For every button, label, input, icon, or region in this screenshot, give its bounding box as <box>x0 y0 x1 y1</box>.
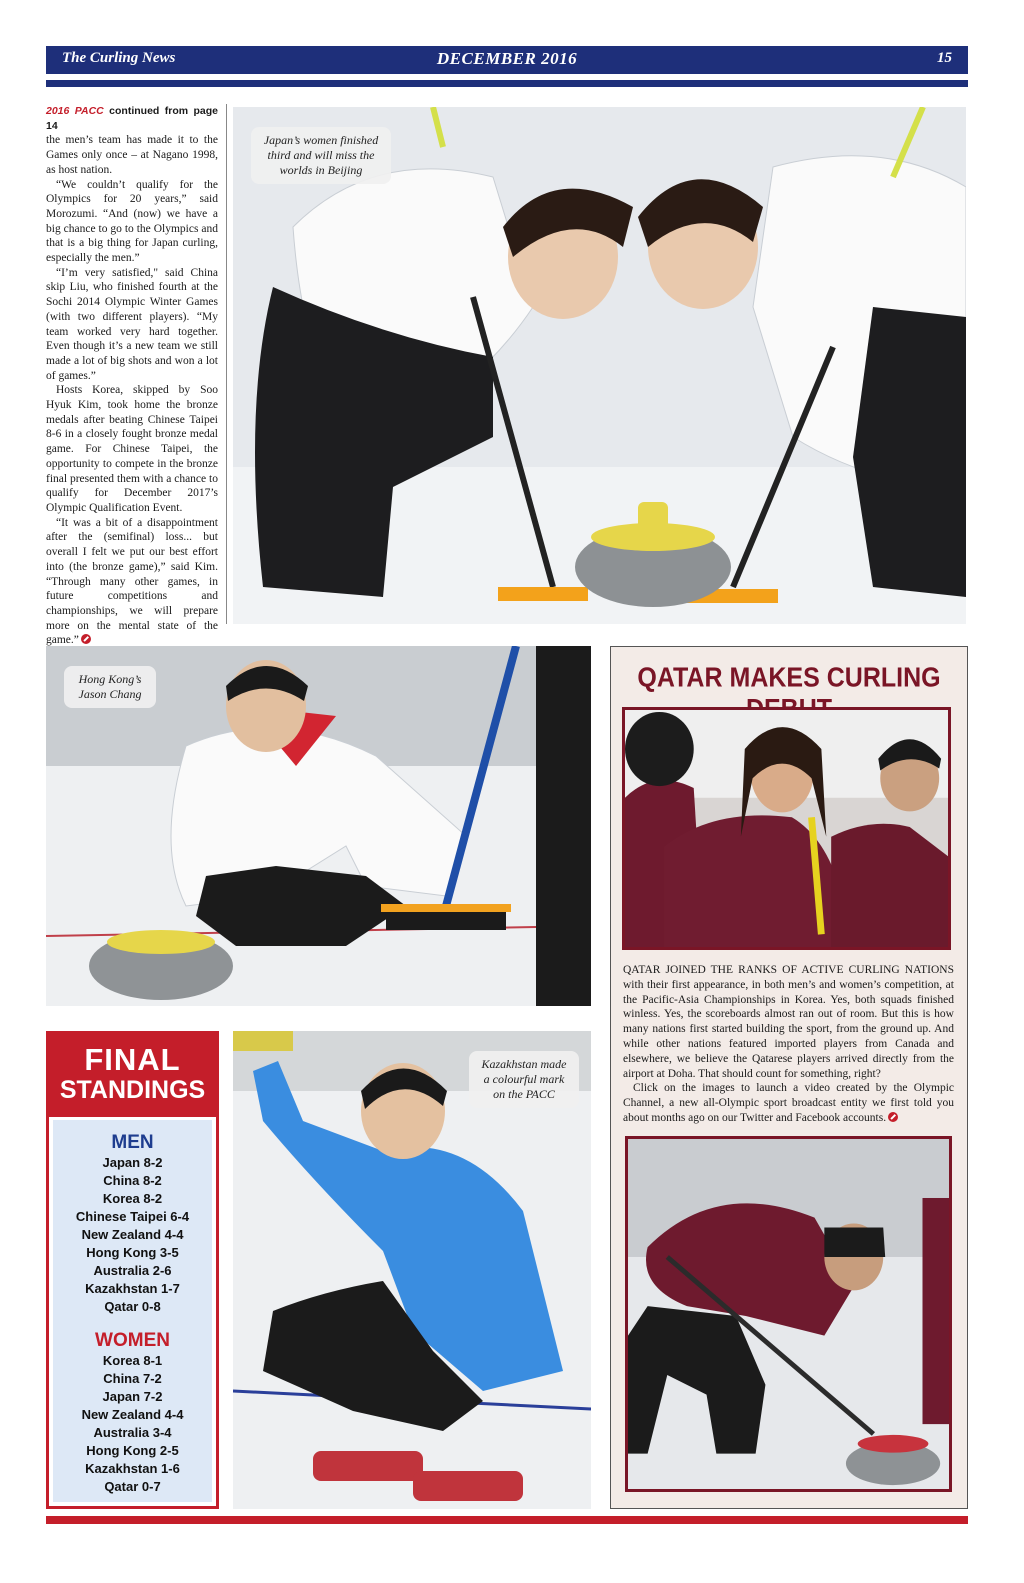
standings-row: Hong Kong 2-5 <box>86 1443 179 1458</box>
article-paragraph: “I’m very satisfied," said China skip Liu, who finished fourth at the Sochi 2014 Olympic Winter Games (with two different players). “My team worked very hard together. Even though it’s a new team we still made a lot of big shots and won a lot of games.” <box>46 266 218 382</box>
standings-row: China 7-2 <box>103 1371 162 1386</box>
article-paragraph-text: “It was a bit of a disappointment after the (semifinal) loss... but overall I felt we put our best effort into (the bronze game),” said Kim. “Through many other games, in future competitions and championships, we will prepare more on the mental state of the game.” <box>46 516 218 647</box>
footer-rule <box>46 1516 968 1524</box>
standings-body <box>53 1120 212 1502</box>
header-rule <box>46 80 968 87</box>
qatar-paragraph: QATAR JOINED THE RANKS OF ACTIVE CURLING NATIONS with their first appearance, in both men’s and women’s competition, at the Pacific-Asia Championships in Korea. Yes, both squads finished winless. Yes, the scoreboards almost ran out of room. But this is how many nations first started building the sport, from the ground up. And while other nations featured imported players from Canada and elsewhere, we believe the Qatarese players arrived directly from the airport at Doha. That should count for something, right? <box>623 964 954 1080</box>
masthead-bar <box>46 46 968 74</box>
qatar-feature-box <box>610 646 968 1509</box>
qatar-story-text <box>623 963 954 1126</box>
standings-row: Korea 8-1 <box>102 1353 163 1368</box>
column-divider <box>226 104 227 624</box>
standings-row: Chinese Taipei 6-4 <box>75 1209 190 1224</box>
hong-kong-photo-caption: Hong Kong’s Jason Chang <box>64 666 156 708</box>
kicker-continued: continued from page 14 <box>46 105 219 132</box>
article-kicker <box>46 104 218 133</box>
qatar-sweeper-photo[interactable] <box>625 1136 952 1492</box>
standings-row: Korea 8-2 <box>102 1191 163 1206</box>
standings-row: Kazakhstan 1-7 <box>85 1281 180 1296</box>
article-column <box>46 104 218 648</box>
qatar-headline: QATAR MAKES CURLING <box>637 662 941 693</box>
standings-row: New Zealand 4-4 <box>81 1407 184 1422</box>
end-of-story-icon <box>888 1112 898 1122</box>
women-heading: WOMEN <box>95 1330 170 1351</box>
final-standings-box <box>46 1031 219 1509</box>
article-paragraph: Hosts Korea, skipped by Soo Hyuk Kim, took home the bronze medals after beating Chinese Taipei 8-6 in a closely fought bronze medal game. For Chinese Taipei, the opportunity to compete in the bronze final presented them with a chance to qualify for December 2017’s Olympic Qualification Event. <box>46 384 218 514</box>
page-number: 15 <box>937 50 952 66</box>
standings-row: Japan 8-2 <box>102 1155 163 1170</box>
kicker-tag: 2016 PACC <box>46 105 104 117</box>
qatar-paragraph-last <box>623 1081 954 1125</box>
men-heading: MEN <box>111 1132 154 1153</box>
end-of-story-icon <box>81 634 91 644</box>
issue-date: DECEMBER 2016 <box>436 49 578 68</box>
kazakhstan-photo-caption: Kazakhstan made a colourful mark on the PACC <box>469 1051 579 1108</box>
standings-row: Kazakhstan 1-6 <box>85 1461 180 1476</box>
standings-row: Qatar 0-7 <box>104 1479 161 1494</box>
standings-row: China 8-2 <box>103 1173 162 1188</box>
japan-photo-caption: Japan’s women finished third and will miss the worlds in Beijing <box>251 127 391 184</box>
standings-row: Japan 7-2 <box>102 1389 163 1404</box>
article-paragraph-last <box>46 516 218 648</box>
japan-women-sweeping-photo <box>233 107 966 624</box>
qatar-women-team-photo[interactable] <box>622 707 951 950</box>
publication-name: The Curling News <box>62 50 176 66</box>
standings-row: Hong Kong 3-5 <box>86 1245 179 1260</box>
standings-row: Australia 2-6 <box>93 1263 172 1278</box>
article-paragraph: the men’s team has made it to the Games only once – at Nagano 1998, as host nation. <box>46 134 218 176</box>
standings-title-line2: STANDINGS <box>59 1076 206 1104</box>
article-paragraph: “We couldn’t qualify for the Olympics for 20 years,” said Morozumi. “And (now) we have a big chance to go to the Olympics and that is a big thing for Japan curling, especially the men.” <box>46 178 218 265</box>
kazakhstan-curler-photo <box>233 1031 591 1509</box>
hong-kong-delivery-photo <box>46 646 591 1006</box>
standings-row: New Zealand 4-4 <box>81 1227 184 1242</box>
qatar-paragraph-text: Click on the images to launch a video created by the Olympic Channel, a new all-Olympic sport broadcast entity we first told you about months ago on our Twitter and Facebook accounts. <box>623 1082 954 1124</box>
standings-title-line1: FINAL <box>84 1042 181 1077</box>
standings-header <box>49 1034 216 1117</box>
standings-row: Qatar 0-8 <box>104 1299 161 1314</box>
standings-row: Australia 3-4 <box>93 1425 172 1440</box>
